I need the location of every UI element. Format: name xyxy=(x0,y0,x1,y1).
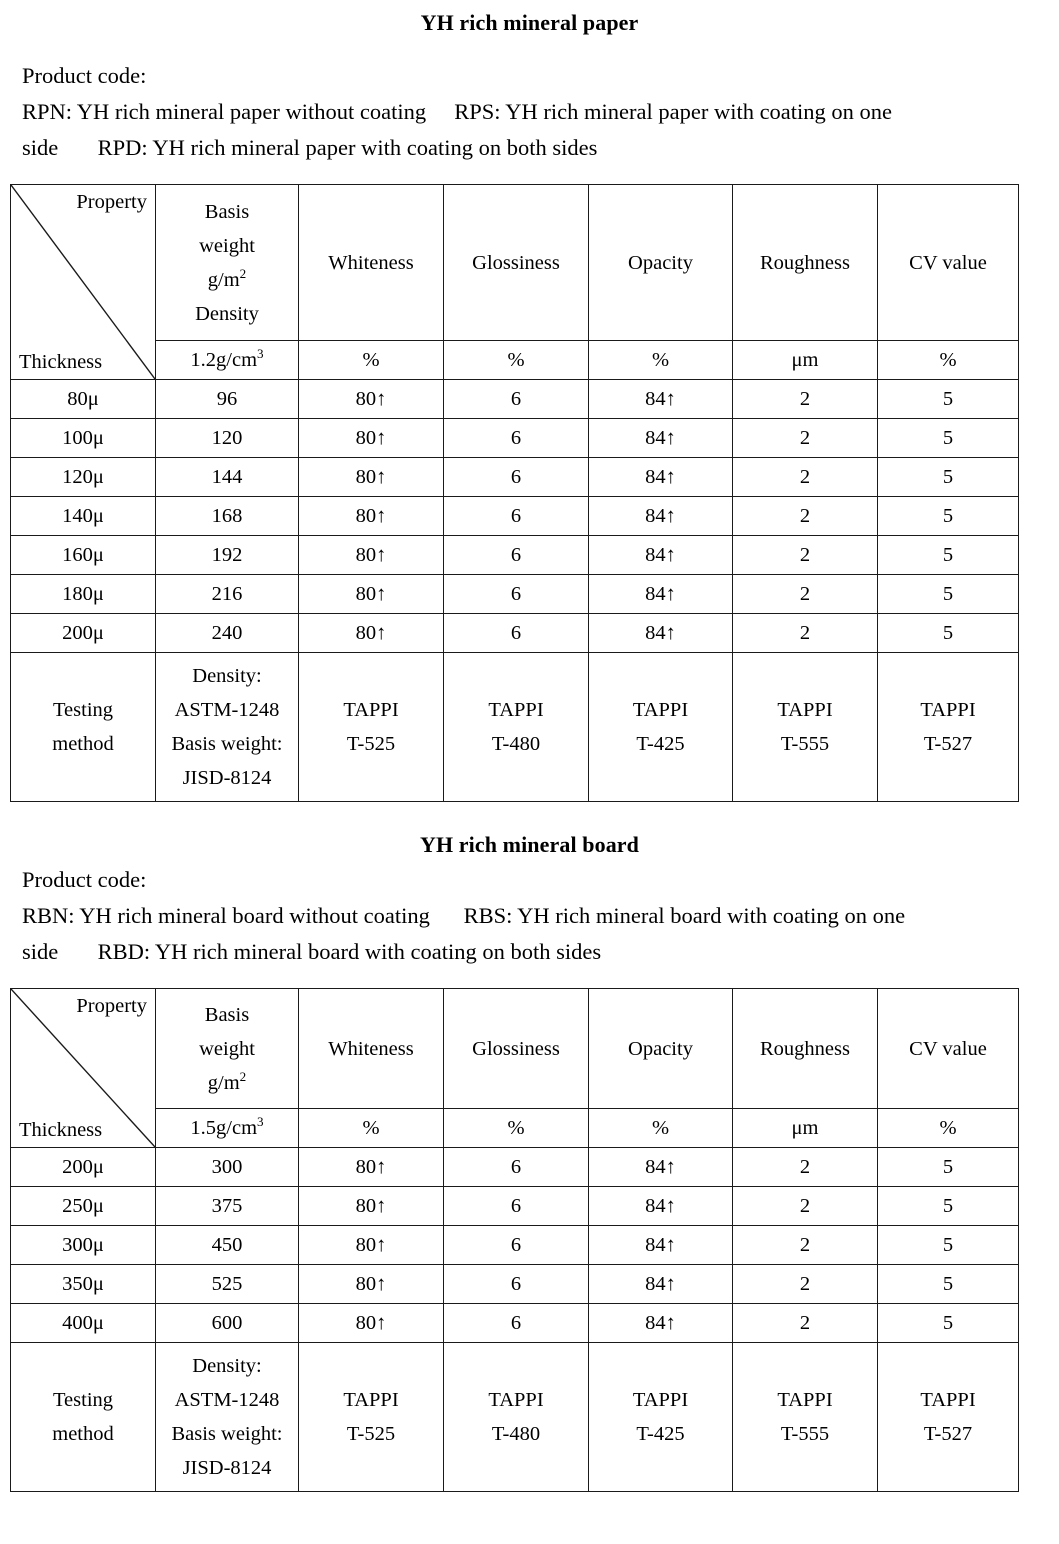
unit-density-paper: $1.2g/cm^3$ xyxy=(156,341,299,380)
cell-opacity: 84↑ xyxy=(589,380,733,419)
testing-method-glossiness-paper xyxy=(444,653,589,802)
cell-thickness: 200μ xyxy=(11,614,156,653)
cell-thickness: 300μ xyxy=(11,1226,156,1265)
header-line: Density xyxy=(195,302,259,325)
method-line: TAPPI xyxy=(777,1389,833,1411)
spacer xyxy=(0,166,1059,184)
cell-basis-weight: 168 xyxy=(156,497,299,536)
testing-method-whiteness-board xyxy=(299,1343,444,1492)
column-header-glossiness-board: Glossiness xyxy=(444,989,589,1109)
cell-glossiness: 6 xyxy=(444,1304,589,1343)
cell-glossiness: 6 xyxy=(444,1148,589,1187)
method-line: Density: xyxy=(192,1355,262,1377)
testing-method-whiteness-paper xyxy=(299,653,444,802)
testing-method-row-paper xyxy=(11,653,1019,802)
cell-cv-value: 5 xyxy=(878,536,1019,575)
cell-basis-weight: 192 xyxy=(156,536,299,575)
cell-whiteness: 80↑ xyxy=(299,497,444,536)
product-code-label-paper: Product code: xyxy=(22,63,147,88)
cell-basis-weight: 600 xyxy=(156,1304,299,1343)
testing-method-label-paper xyxy=(11,653,156,802)
product-code-block-board xyxy=(0,862,1059,970)
cell-basis-weight: 240 xyxy=(156,614,299,653)
cell-cv-value: 5 xyxy=(878,1304,1019,1343)
method-line: T-425 xyxy=(636,1423,685,1445)
unit-cv-value-board: % xyxy=(878,1109,1019,1148)
cell-glossiness: 6 xyxy=(444,1265,589,1304)
testing-method-row-board xyxy=(11,1343,1019,1492)
table-row xyxy=(11,1265,1019,1304)
cell-roughness: 2 xyxy=(733,1148,878,1187)
superscript: 3 xyxy=(257,1114,264,1130)
method-line: JISD-8124 xyxy=(182,1457,272,1479)
cell-roughness: 2 xyxy=(733,614,878,653)
cell-thickness: 180μ xyxy=(11,575,156,614)
corner-header-cell-board xyxy=(11,989,156,1148)
cell-thickness: 400μ xyxy=(11,1304,156,1343)
method-line: TAPPI xyxy=(632,699,689,721)
method-line: TAPPI xyxy=(632,1389,689,1411)
cell-opacity: 84↑ xyxy=(589,497,733,536)
cell-basis-weight: 450 xyxy=(156,1226,299,1265)
method-line: Testing xyxy=(52,699,114,721)
unit-opacity-board: % xyxy=(589,1109,733,1148)
method-line: T-527 xyxy=(923,733,973,755)
column-header-whiteness-paper: Whiteness xyxy=(299,185,444,341)
cell-glossiness: 6 xyxy=(444,419,589,458)
spacer xyxy=(0,970,1059,988)
column-header-glossiness-paper: Glossiness xyxy=(444,185,589,341)
cell-cv-value: 5 xyxy=(878,419,1019,458)
column-header-whiteness-board: Whiteness xyxy=(299,989,444,1109)
cell-basis-weight: 525 xyxy=(156,1265,299,1304)
product-code-line-1-board: RBN: YH rich mineral board without coating RBS: YH rich mineral board with coating on one xyxy=(22,903,906,928)
cell-glossiness: 6 xyxy=(444,536,589,575)
cell-whiteness: 80↑ xyxy=(299,1265,444,1304)
unit-cv-value-paper: % xyxy=(878,341,1019,380)
method-line: T-480 xyxy=(491,733,541,755)
table-row xyxy=(11,419,1019,458)
superscript: 2 xyxy=(239,1068,247,1084)
table-header-row xyxy=(11,185,1019,341)
method-line: Density: xyxy=(192,665,262,687)
cell-opacity: 84↑ xyxy=(589,1265,733,1304)
method-line: method xyxy=(52,733,114,755)
cell-basis-weight: 300 xyxy=(156,1148,299,1187)
table-row xyxy=(11,1148,1019,1187)
cell-opacity: 84↑ xyxy=(589,458,733,497)
testing-method-opacity-board xyxy=(589,1343,733,1492)
cell-whiteness: 80↑ xyxy=(299,419,444,458)
cell-cv-value: 5 xyxy=(878,497,1019,536)
cell-glossiness: 6 xyxy=(444,458,589,497)
cell-glossiness: 6 xyxy=(444,497,589,536)
method-line: TAPPI xyxy=(488,1389,544,1411)
cell-basis-weight: 144 xyxy=(156,458,299,497)
cell-roughness: 2 xyxy=(733,497,878,536)
method-line: T-527 xyxy=(923,1423,973,1445)
corner-label-thickness: Thickness xyxy=(19,351,103,373)
testing-method-cv-value-board xyxy=(878,1343,1019,1492)
method-line: Testing xyxy=(52,1389,114,1411)
cell-roughness: 2 xyxy=(733,1265,878,1304)
unit-glossiness-board: % xyxy=(444,1109,589,1148)
cell-roughness: 2 xyxy=(733,575,878,614)
table-row xyxy=(11,380,1019,419)
cell-opacity: 84↑ xyxy=(589,1187,733,1226)
unit-roughness-paper: μm xyxy=(733,341,878,380)
product-code-line-2-board: side RBD: YH rich mineral board with coating on both sides xyxy=(22,939,602,964)
testing-method-glossiness-board xyxy=(444,1343,589,1492)
cell-roughness: 2 xyxy=(733,419,878,458)
cell-cv-value: 5 xyxy=(878,1226,1019,1265)
cell-opacity: 84↑ xyxy=(589,1304,733,1343)
header-line-unit: $g/m^2$ xyxy=(207,265,247,291)
table-units-row xyxy=(11,341,1019,380)
table-row xyxy=(11,1226,1019,1265)
header-line-unit: $g/m^2$ xyxy=(207,1068,247,1094)
cell-opacity: 84↑ xyxy=(589,1148,733,1187)
cell-thickness: 140μ xyxy=(11,497,156,536)
cell-glossiness: 6 xyxy=(444,614,589,653)
spacer xyxy=(0,36,1059,58)
cell-roughness: 2 xyxy=(733,1226,878,1265)
table-row xyxy=(11,458,1019,497)
cell-glossiness: 6 xyxy=(444,1187,589,1226)
column-header-basis-weight-paper xyxy=(156,185,299,341)
column-header-cv-value-board: CV value xyxy=(878,989,1019,1109)
method-line: TAPPI xyxy=(777,699,833,721)
cell-cv-value: 5 xyxy=(878,1265,1019,1304)
cell-cv-value: 5 xyxy=(878,458,1019,497)
cell-glossiness: 6 xyxy=(444,380,589,419)
cell-thickness: 350μ xyxy=(11,1265,156,1304)
table-header-row xyxy=(11,989,1019,1109)
testing-method-basis-weight-paper xyxy=(156,653,299,802)
method-line: T-555 xyxy=(780,733,830,755)
product-code-label-board: Product code: xyxy=(22,867,147,892)
cell-opacity: 84↑ xyxy=(589,1226,733,1265)
cell-basis-weight: 96 xyxy=(156,380,299,419)
corner-label-property: Property xyxy=(76,191,147,213)
method-line: TAPPI xyxy=(488,699,544,721)
unit-roughness-board: μm xyxy=(733,1109,878,1148)
method-line: T-425 xyxy=(636,733,685,755)
spacer xyxy=(0,802,1059,832)
cell-thickness: 200μ xyxy=(11,1148,156,1187)
cell-thickness: 250μ xyxy=(11,1187,156,1226)
cell-basis-weight: 120 xyxy=(156,419,299,458)
method-line: ASTM-1248 xyxy=(174,1389,280,1411)
cell-whiteness: 80↑ xyxy=(299,536,444,575)
testing-method-cv-value-paper xyxy=(878,653,1019,802)
table-row xyxy=(11,575,1019,614)
cell-opacity: 84↑ xyxy=(589,419,733,458)
method-line: T-525 xyxy=(346,1423,396,1445)
cell-whiteness: 80↑ xyxy=(299,1187,444,1226)
spec-table-board xyxy=(10,988,1019,1492)
cell-whiteness: 80↑ xyxy=(299,614,444,653)
testing-method-roughness-board xyxy=(733,1343,878,1492)
cell-whiteness: 80↑ xyxy=(299,1148,444,1187)
cell-whiteness: 80↑ xyxy=(299,1304,444,1343)
header-line: Basis xyxy=(204,200,250,223)
page-title-board: YH rich mineral board xyxy=(419,832,640,857)
table-row xyxy=(11,497,1019,536)
testing-method-opacity-paper xyxy=(589,653,733,802)
column-header-opacity-paper: Opacity xyxy=(589,185,733,341)
cell-whiteness: 80↑ xyxy=(299,575,444,614)
product-code-block-paper xyxy=(0,58,1059,166)
cell-basis-weight: 216 xyxy=(156,575,299,614)
method-line: method xyxy=(52,1423,114,1445)
header-line: weight xyxy=(199,234,255,257)
method-line: ASTM-1248 xyxy=(174,699,280,721)
cell-roughness: 2 xyxy=(733,1304,878,1343)
method-line: TAPPI xyxy=(343,699,399,721)
unit-glossiness-paper: % xyxy=(444,341,589,380)
cell-glossiness: 6 xyxy=(444,575,589,614)
cell-thickness: 160μ xyxy=(11,536,156,575)
testing-method-roughness-paper xyxy=(733,653,878,802)
corner-header-cell-paper xyxy=(11,185,156,380)
unit-whiteness-board: % xyxy=(299,1109,444,1148)
cell-opacity: 84↑ xyxy=(589,536,733,575)
cell-whiteness: 80↑ xyxy=(299,1226,444,1265)
method-line: JISD-8124 xyxy=(182,767,272,789)
column-header-basis-weight-board xyxy=(156,989,299,1109)
page-title-paper: YH rich mineral paper xyxy=(420,10,639,35)
unit-whiteness-paper: % xyxy=(299,341,444,380)
cell-cv-value: 5 xyxy=(878,1148,1019,1187)
cell-thickness: 80μ xyxy=(11,380,156,419)
spec-table-paper xyxy=(10,184,1019,802)
method-line: TAPPI xyxy=(920,699,976,721)
method-line: T-480 xyxy=(491,1423,541,1445)
header-line: weight xyxy=(199,1037,255,1060)
column-header-opacity-board: Opacity xyxy=(589,989,733,1109)
column-header-cv-value-paper: CV value xyxy=(878,185,1019,341)
product-code-line-1-paper: RPN: YH rich mineral paper without coating RPS: YH rich mineral paper with coating on one xyxy=(22,99,893,124)
cell-opacity: 84↑ xyxy=(589,614,733,653)
cell-roughness: 2 xyxy=(733,1187,878,1226)
cell-thickness: 120μ xyxy=(11,458,156,497)
method-line: T-555 xyxy=(780,1423,830,1445)
table-row xyxy=(11,536,1019,575)
header-line: Basis xyxy=(204,1003,250,1026)
table-row xyxy=(11,1187,1019,1226)
superscript: 3 xyxy=(257,346,264,362)
method-line: T-525 xyxy=(346,733,396,755)
cell-glossiness: 6 xyxy=(444,1226,589,1265)
table-units-row xyxy=(11,1109,1019,1148)
cell-whiteness: 80↑ xyxy=(299,380,444,419)
product-code-line-2-paper: side RPD: YH rich mineral paper with coating on both sides xyxy=(22,135,598,160)
cell-roughness: 2 xyxy=(733,458,878,497)
testing-method-label-board xyxy=(11,1343,156,1492)
method-line: TAPPI xyxy=(343,1389,399,1411)
cell-cv-value: 5 xyxy=(878,575,1019,614)
corner-label-thickness: Thickness xyxy=(19,1119,103,1141)
cell-cv-value: 5 xyxy=(878,1187,1019,1226)
cell-basis-weight: 375 xyxy=(156,1187,299,1226)
cell-cv-value: 5 xyxy=(878,380,1019,419)
corner-label-property: Property xyxy=(76,995,147,1017)
cell-roughness: 2 xyxy=(733,380,878,419)
column-header-roughness-paper: Roughness xyxy=(733,185,878,341)
cell-whiteness: 80↑ xyxy=(299,458,444,497)
cell-opacity: 84↑ xyxy=(589,575,733,614)
table-row xyxy=(11,1304,1019,1343)
column-header-roughness-board: Roughness xyxy=(733,989,878,1109)
cell-thickness: 100μ xyxy=(11,419,156,458)
method-line: Basis weight: xyxy=(171,1423,283,1445)
unit-density-board: $1.5g/cm^3$ xyxy=(156,1109,299,1148)
testing-method-basis-weight-board xyxy=(156,1343,299,1492)
cell-roughness: 2 xyxy=(733,536,878,575)
method-line: TAPPI xyxy=(920,1389,976,1411)
cell-cv-value: 5 xyxy=(878,614,1019,653)
table-row xyxy=(11,614,1019,653)
unit-opacity-paper: % xyxy=(589,341,733,380)
superscript: 2 xyxy=(239,265,247,281)
method-line: Basis weight: xyxy=(171,733,283,755)
